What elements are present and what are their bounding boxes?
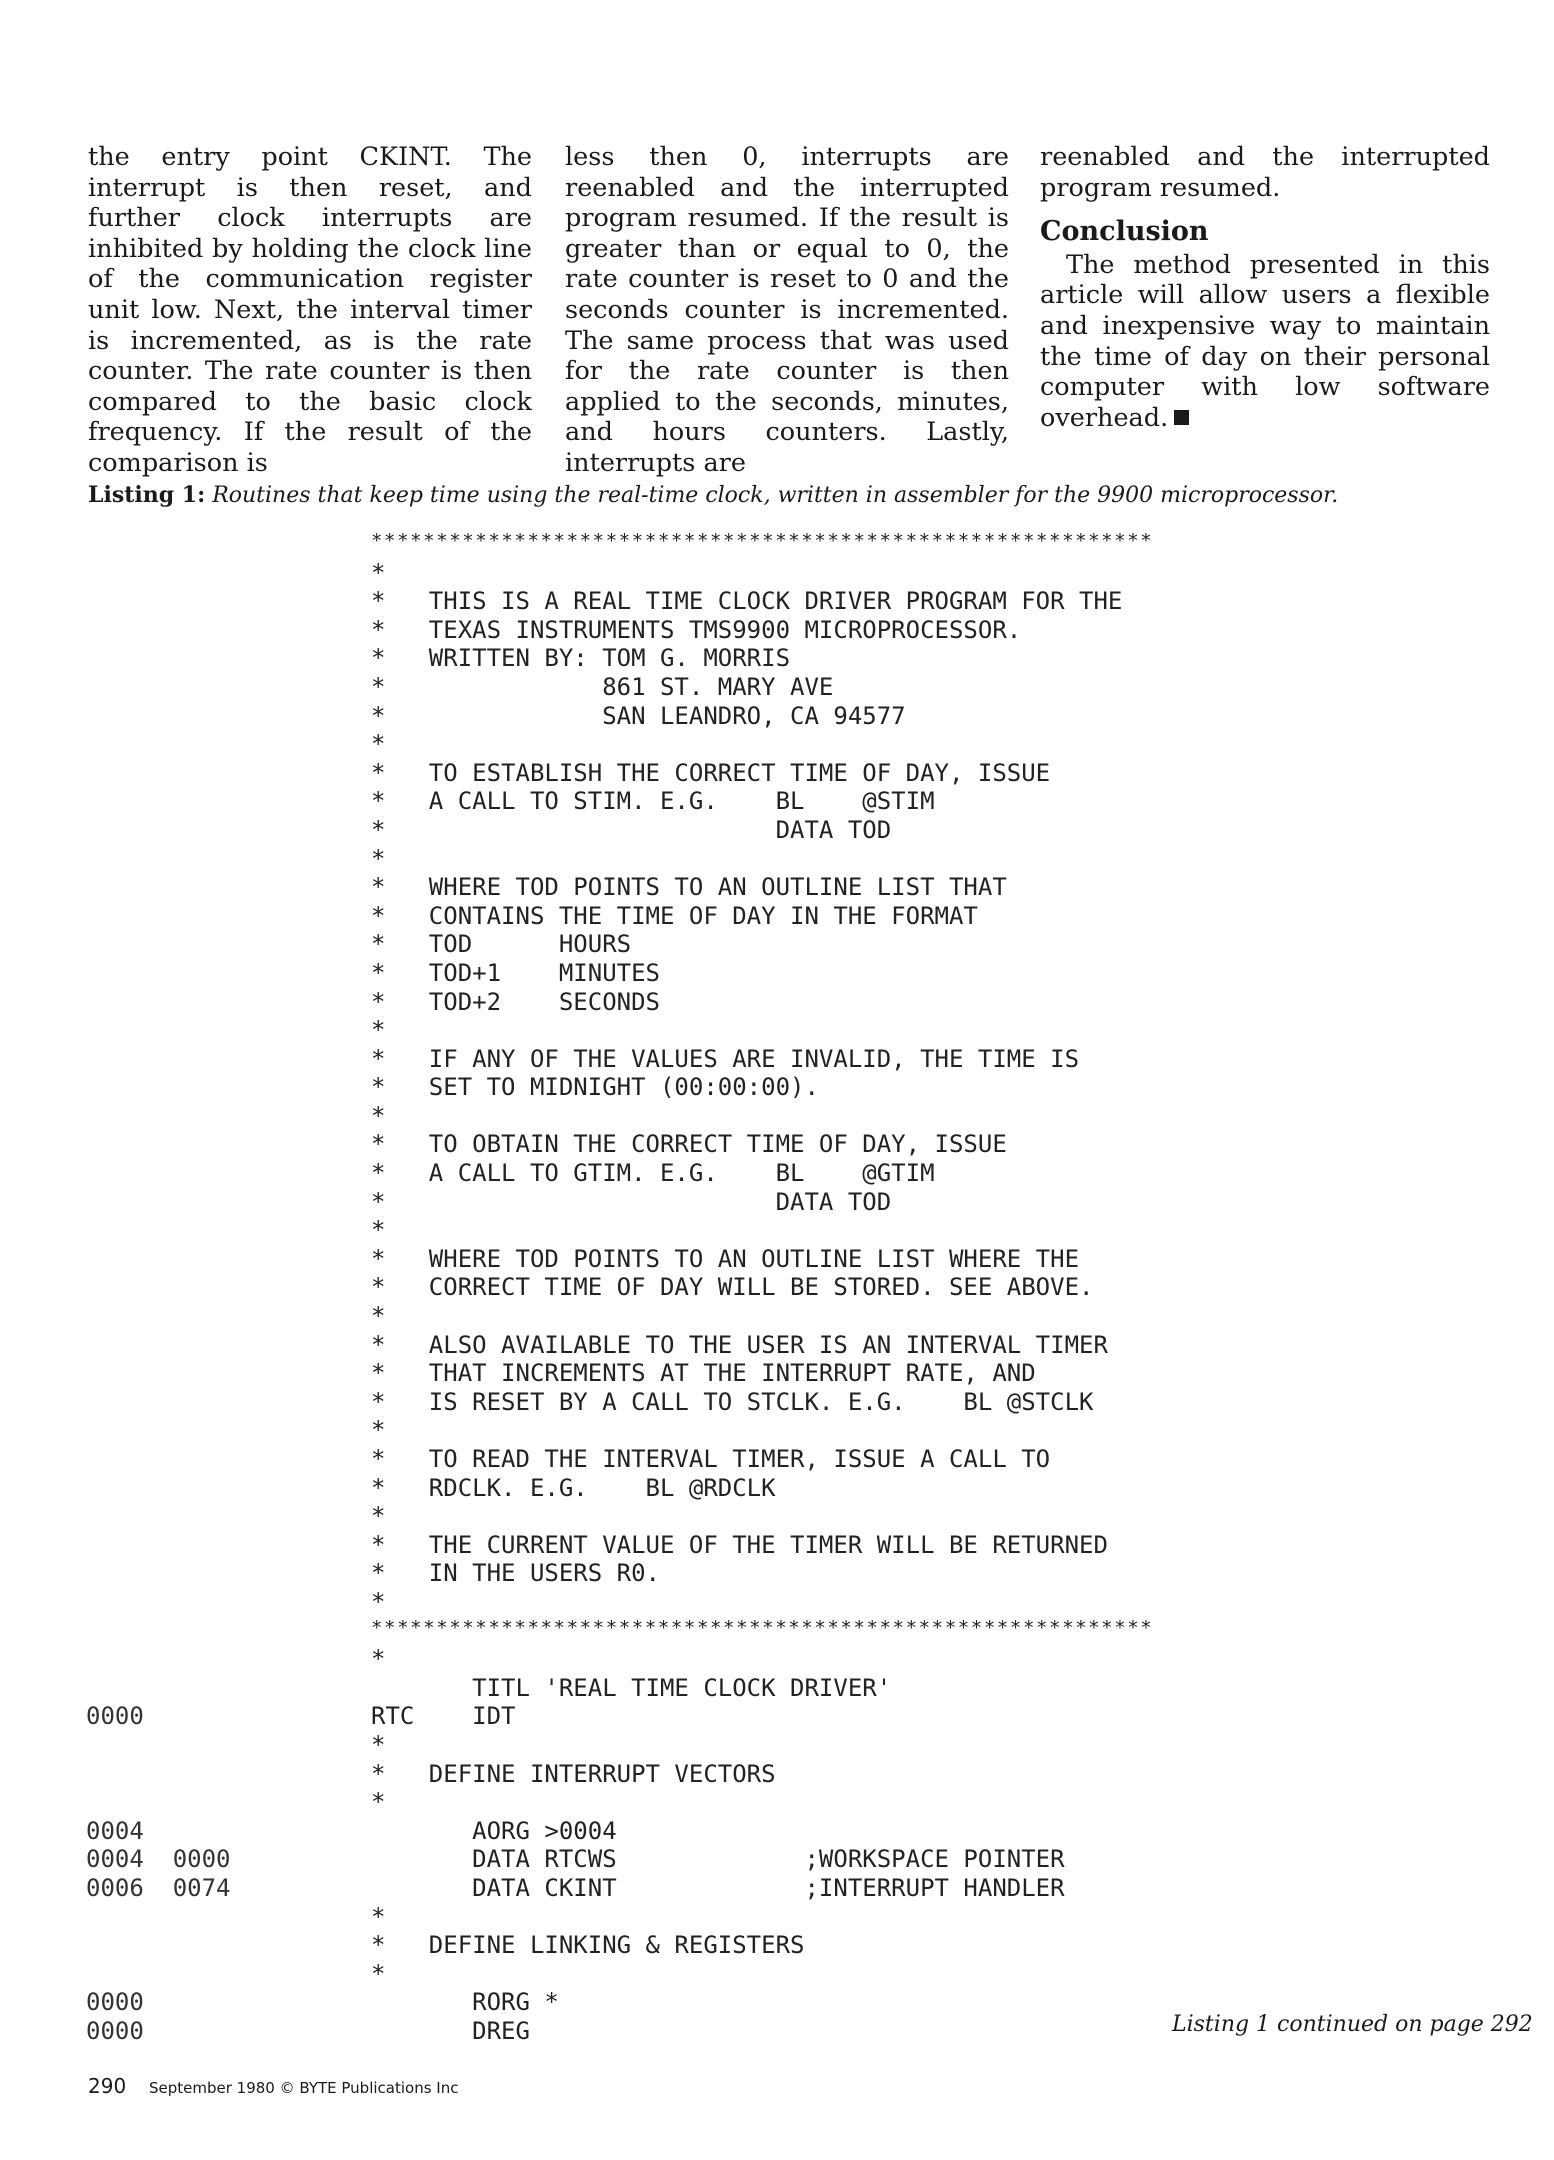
listing-code: RTC IDT xyxy=(371,1702,516,1731)
listing-address: 0004 0000 xyxy=(86,1845,231,1874)
listing-line xyxy=(86,1674,1506,1703)
listing-line xyxy=(86,1073,1506,1102)
article-column-3 xyxy=(1040,142,1490,433)
listing-code: ************************************************************ xyxy=(371,530,1154,552)
listing-code: * DATA TOD xyxy=(371,1187,892,1216)
listing-code: ************************************************************ xyxy=(371,1616,1154,1639)
listing-address: 0006 0074 xyxy=(86,1873,231,1902)
listing-code: * ALSO AVAILABLE TO THE USER IS AN INTERVAL TIMER xyxy=(371,1330,1108,1359)
listing-line xyxy=(86,759,1506,788)
listing-code: * xyxy=(371,1416,386,1445)
page-number: 290 xyxy=(88,2074,127,2098)
listing-code: * TO OBTAIN THE CORRECT TIME OF DAY, ISSUE xyxy=(371,1130,1007,1159)
listing-line xyxy=(86,1903,1506,1932)
listing-line xyxy=(86,1045,1506,1074)
listing-code: * IF ANY OF THE VALUES ARE INVALID, THE TIME IS xyxy=(371,1044,1080,1073)
listing-code: * xyxy=(371,1216,386,1245)
code-listing xyxy=(86,530,1506,2045)
listing-code: * RDCLK. E.G. BL @RDCLK xyxy=(371,1473,776,1502)
listing-code: * WHERE TOD POINTS TO AN OUTLINE LIST WHERE THE xyxy=(371,1244,1080,1273)
listing-code: TITL 'REAL TIME CLOCK DRIVER' xyxy=(371,1673,892,1702)
listing-code: * DEFINE LINKING & REGISTERS xyxy=(371,1931,805,1960)
listing-line xyxy=(86,1416,1506,1445)
column-text: less then 0, interrupts are reenabled and the interrupted program resumed. If the result is greater than or equal to 0, the rate counter is reset to 0 and the seconds counter is incremented. The same process that was used for the rate counter is then applied to the seconds, minutes, and hours counters. Lastly, interrupts are xyxy=(565,142,1009,478)
listing-code: * THAT INCREMENTS AT THE INTERRUPT RATE, AND xyxy=(371,1359,1036,1388)
listing-code: * xyxy=(371,730,386,759)
listing-line xyxy=(86,1102,1506,1131)
listing-line xyxy=(86,673,1506,702)
listing-code: * xyxy=(371,1959,386,1988)
listing-line xyxy=(86,1159,1506,1188)
end-of-article-icon xyxy=(1174,410,1189,425)
conclusion-text: The method presented in this article will allow users a flexible and inexpensive way to maintain the time of day on their personal computer with low software overhead. xyxy=(1040,249,1490,433)
listing-line xyxy=(86,1645,1506,1674)
listing-code: DATA CKINT ;INTERRUPT HANDLER xyxy=(371,1873,1065,1902)
listing-code: * TEXAS INSTRUMENTS TMS9900 MICROPROCESSOR. xyxy=(371,615,1022,644)
listing-code: DATA RTCWS ;WORKSPACE POINTER xyxy=(371,1845,1065,1874)
listing-code: DREG xyxy=(371,2016,530,2045)
listing-line xyxy=(86,1788,1506,1817)
listing-address: 0000 xyxy=(86,1702,144,1731)
listing-code: * xyxy=(371,1587,386,1616)
listing-code: * TOD+1 MINUTES xyxy=(371,958,660,987)
listing-code: * 861 ST. MARY AVE xyxy=(371,672,834,701)
listing-code: * TOD HOURS xyxy=(371,930,632,959)
listing-code: * TO READ THE INTERVAL TIMER, ISSUE A CALL TO xyxy=(371,1445,1051,1473)
listing-code: * xyxy=(371,844,386,873)
listing-line xyxy=(86,702,1506,731)
listing-code: * CONTAINS THE TIME OF DAY IN THE FORMAT xyxy=(371,901,978,930)
conclusion-paragraph xyxy=(1040,250,1490,434)
listing-code: * CORRECT TIME OF DAY WILL BE STORED. SEE ABOVE. xyxy=(371,1273,1094,1302)
listing-line xyxy=(86,1559,1506,1588)
listing-line xyxy=(86,1960,1506,1989)
listing-line xyxy=(86,559,1506,588)
listing-line xyxy=(86,1273,1506,1302)
listing-line xyxy=(86,902,1506,931)
listing-line xyxy=(86,1931,1506,1960)
listing-address: 0000 xyxy=(86,1988,144,2017)
continued-note: Listing 1 continued on page 292 xyxy=(1172,2012,1533,2037)
listing-code: * xyxy=(371,1730,386,1759)
footer-text: September 1980 © BYTE Publications Inc xyxy=(148,2079,459,2097)
listing-line xyxy=(86,1531,1506,1560)
listing-line xyxy=(86,1474,1506,1503)
listing-line xyxy=(86,1588,1506,1617)
listing-line xyxy=(86,1445,1506,1474)
listing-line xyxy=(86,1216,1506,1245)
listing-code: * DEFINE INTERRUPT VECTORS xyxy=(371,1759,776,1788)
listing-line xyxy=(86,1016,1506,1045)
section-heading: Conclusion xyxy=(1040,216,1209,248)
listing-line xyxy=(86,1245,1506,1274)
listing-line xyxy=(86,845,1506,874)
listing-code: RORG * xyxy=(371,1988,559,2017)
listing-line xyxy=(86,1302,1506,1331)
listing-line xyxy=(86,1760,1506,1789)
listing-code: * xyxy=(371,1101,386,1130)
caption-text: Routines that keep time using the real-time clock, written in assembler for the 9900 microprocessor. xyxy=(212,483,1339,508)
listing-code: * WHERE TOD POINTS TO AN OUTLINE LIST THAT xyxy=(371,873,1007,902)
listing-code: * THE CURRENT VALUE OF THE TIMER WILL BE RETURNED xyxy=(371,1530,1108,1559)
caption-label: Listing 1: xyxy=(88,482,206,508)
listing-line xyxy=(86,1702,1506,1731)
listing-code: * xyxy=(371,1502,386,1531)
listing-code: * THIS IS A REAL TIME CLOCK DRIVER PROGRAM FOR THE xyxy=(371,587,1123,616)
listing-line xyxy=(86,988,1506,1017)
article-column-2 xyxy=(565,142,1009,479)
listing-code: * xyxy=(371,1016,386,1045)
listing-line xyxy=(86,616,1506,645)
listing-code: * xyxy=(371,1788,386,1817)
listing-line xyxy=(86,1388,1506,1417)
listing-address: 0004 xyxy=(86,1816,144,1845)
listing-line xyxy=(86,730,1506,759)
listing-line xyxy=(86,1359,1506,1388)
listing-line xyxy=(86,816,1506,845)
listing-code: * IN THE USERS R0. xyxy=(371,1559,660,1588)
listing-code: * xyxy=(371,558,386,587)
column-text: the entry point CKINT. The interrupt is then reset, and further clock interrupts are inhibited by holding the clock line of the communication register unit low. Next, the interval timer is incremented, as is the rate counter. The rate counter is then compared to the basic clock frequency. If the result of the comparison is xyxy=(88,142,532,478)
listing-line xyxy=(86,587,1506,616)
page-footer xyxy=(88,2074,458,2098)
listing-code: * SET TO MIDNIGHT (00:00:00). xyxy=(371,1073,819,1102)
listing-code: * TOD+2 SECONDS xyxy=(371,987,660,1016)
listing-line xyxy=(86,930,1506,959)
article-column-1 xyxy=(88,142,532,479)
listing-code: * xyxy=(371,1645,386,1674)
listing-line xyxy=(86,1130,1506,1159)
listing-code: * SAN LEANDRO, CA 94577 xyxy=(371,701,906,730)
listing-caption xyxy=(88,482,1488,508)
listing-line xyxy=(86,1874,1506,1903)
listing-address: 0000 xyxy=(86,2016,144,2045)
listing-code: * DATA TOD xyxy=(371,815,892,844)
listing-line xyxy=(86,644,1506,673)
listing-code: * WRITTEN BY: TOM G. MORRIS xyxy=(371,644,791,673)
listing-line xyxy=(86,1617,1506,1646)
listing-line xyxy=(86,1331,1506,1360)
column-text: reenabled and the interrupted program resumed. xyxy=(1040,142,1490,203)
listing-code: * A CALL TO GTIM. E.G. BL @GTIM xyxy=(371,1159,935,1188)
listing-line xyxy=(86,1817,1506,1846)
listing-code: * xyxy=(371,1302,386,1331)
listing-line xyxy=(86,1731,1506,1760)
listing-line xyxy=(86,1502,1506,1531)
listing-line xyxy=(86,959,1506,988)
listing-line xyxy=(86,873,1506,902)
listing-code: * IS RESET BY A CALL TO STCLK. E.G. BL @STCLK xyxy=(371,1387,1094,1416)
listing-code: * xyxy=(371,1902,386,1931)
listing-line xyxy=(86,787,1506,816)
listing-line xyxy=(86,1188,1506,1217)
listing-code: AORG >0004 xyxy=(371,1816,617,1845)
listing-code: * TO ESTABLISH THE CORRECT TIME OF DAY, ISSUE xyxy=(371,758,1051,787)
listing-line xyxy=(86,530,1506,559)
listing-line xyxy=(86,1845,1506,1874)
listing-code: * A CALL TO STIM. E.G. BL @STIM xyxy=(371,787,935,816)
